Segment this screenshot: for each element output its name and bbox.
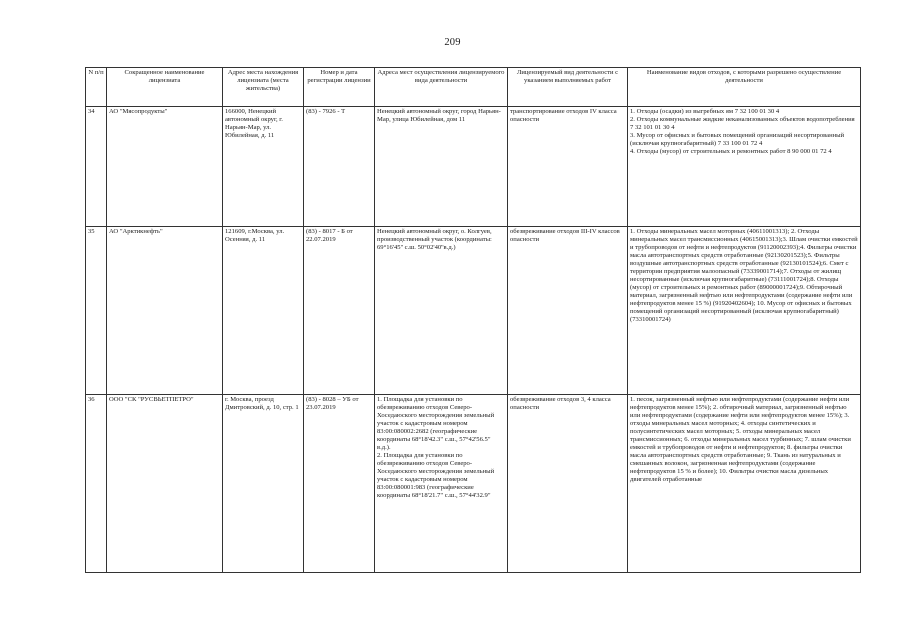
header-number: N п/п: [86, 68, 107, 107]
table-row: [86, 107, 861, 227]
table-header-row: [86, 68, 861, 107]
waste-types: 1. Отходы минеральных масел моторных (40611001313); 2. Отходы минеральных масел трансмиссионных (40615001313);3. Шлам очистки емкостей и трубопроводов от нефти и нефтепродуктов (91120002393);4. Фильтры очистки масла автотранспортных средств отработанные (92130201523);5. Фильтры воздушные автотранспортных средств отработанные (92130101524);6. Смет с территории предприятия малоопасный (73339001714);7. Отходы от жилищ несортированные (исключая крупногабаритные) (73111001724);8. Отходы (мусор) от строительных и ремонтных работ (89000001724);9. Обтирочный материал, загрязненный нефтью или нефтепродуктами (содержание нефти или нефтепродуктов менее 15 %) (91920402604); 10. Мусор от офисных и бытовых помещений организаций несортированный (исключая крупногабаритный) (73310001724): [628, 227, 861, 395]
header-sites: Адреса мест осуществления лицензируемого вида деятельности: [375, 68, 508, 107]
activity-sites: Ненецкий автономный округ, о. Колгуев, производственный участок (координаты: 69°16'45'' с.ш. 50°02'40''в.д.): [375, 227, 508, 395]
licensed-activity: обезвреживание отходов 3, 4 класса опасности: [508, 395, 628, 573]
header-address: Адрес места нахождения лицензиата (места жительства): [223, 68, 304, 107]
license-table: [85, 67, 861, 573]
header-licensee: Сокращенное наименование лицензиата: [107, 68, 223, 107]
licensee-name: ООО "СК "РУСВЬЕТПЕТРО": [107, 395, 223, 573]
licensee-name: АО "Мясопродукты": [107, 107, 223, 227]
licensee-address: 121609, г.Москва, ул. Осенняя, д. 11: [223, 227, 304, 395]
activity-sites: 1. Площадка для установки по обезвреживанию отходов Северо-Хоседаюского месторождения земельный участок с кадастровым номером 83:00:080002:2682 (географические координаты 68°18'42.3" с.ш., 57°42'56.5" в.д.). 2. Площадка для установки по обезвреживанию отходов Северо-Хоседаюского месторождения земельный участок с кадастровым номером 83:00:080001:983 (географические координаты 68°18'21.7" с.ш., 57°44'32.9": [375, 395, 508, 573]
header-waste: Наименование видов отходов, с которыми разрешено осуществление деятельности: [628, 68, 861, 107]
row-number: 34: [86, 107, 107, 227]
license-number: (83) - 8028 – УБ от 23.07.2019: [304, 395, 375, 573]
header-license: Номер и дата регистрации лицензии: [304, 68, 375, 107]
table-row: [86, 227, 861, 395]
licensee-address: 166000, Ненецкий автономный округ, г. Нарьян-Мар, ул. Юбилейная, д. 11: [223, 107, 304, 227]
header-activity: Лицензируемый вид деятельности с указанием выполняемых работ: [508, 68, 628, 107]
licensee-address: г. Москва, проезд Дмитровский, д. 10, стр. 1: [223, 395, 304, 573]
license-number: (83) - 7926 - Т: [304, 107, 375, 227]
row-number: 36: [86, 395, 107, 573]
license-number: (83) - 8017 - Б от 22.07.2019: [304, 227, 375, 395]
licensee-name: АО "Арктикнефть": [107, 227, 223, 395]
page-number: 209: [444, 37, 461, 48]
table-row: [86, 395, 861, 573]
activity-sites: Ненецкий автономный округ, город Нарьян-Мар, улица Юбилейная, дом 11: [375, 107, 508, 227]
row-number: 35: [86, 227, 107, 395]
waste-types: 1. Отходы (осадки) из выгребных ям 7 32 100 01 30 4 2. Отходы коммунальные жидкие неканализованных объектов водопотребления 7 32 101 01 30 4 3. Мусор от офисных и бытовых помещений организаций несортированный (исключая крупногабаритный) 7 33 100 01 72 4 4. Отходы (мусор) от строительных и ремонтных работ 8 90 000 01 72 4: [628, 107, 861, 227]
waste-types: 1. песок, загрязненный нефтью или нефтепродуктами (содержание нефти или нефтепродуктов менее 15%); 2. обтирочный материал, загрязненный нефтью или нефтепродуктами (содержание нефти или нефтепродуктов менее 15%); 3. отходы минеральных масел моторных; 4. отходы синтетических и полусинтетических масел моторных; 5. отходы минеральных масел трансмиссионных; 6. отходы минеральных масел турбинных; 7. шлам очистки емкостей и трубопроводов от нефти и нефтепродуктов; 8. фильтры очистки масла автотранспортных средств отработанные; 9. Ткань из натуральных и смешанных волокон, загрязненная нефтепродуктами (содержание нефтепродуктов 15 % и более); 10. Фильтры очистки масла дизельных двигателей отработанные: [628, 395, 861, 573]
licensed-activity: транспортирование отходов IV класса опасности: [508, 107, 628, 227]
licensed-activity: обезвреживание отходов III-IV классов опасности: [508, 227, 628, 395]
